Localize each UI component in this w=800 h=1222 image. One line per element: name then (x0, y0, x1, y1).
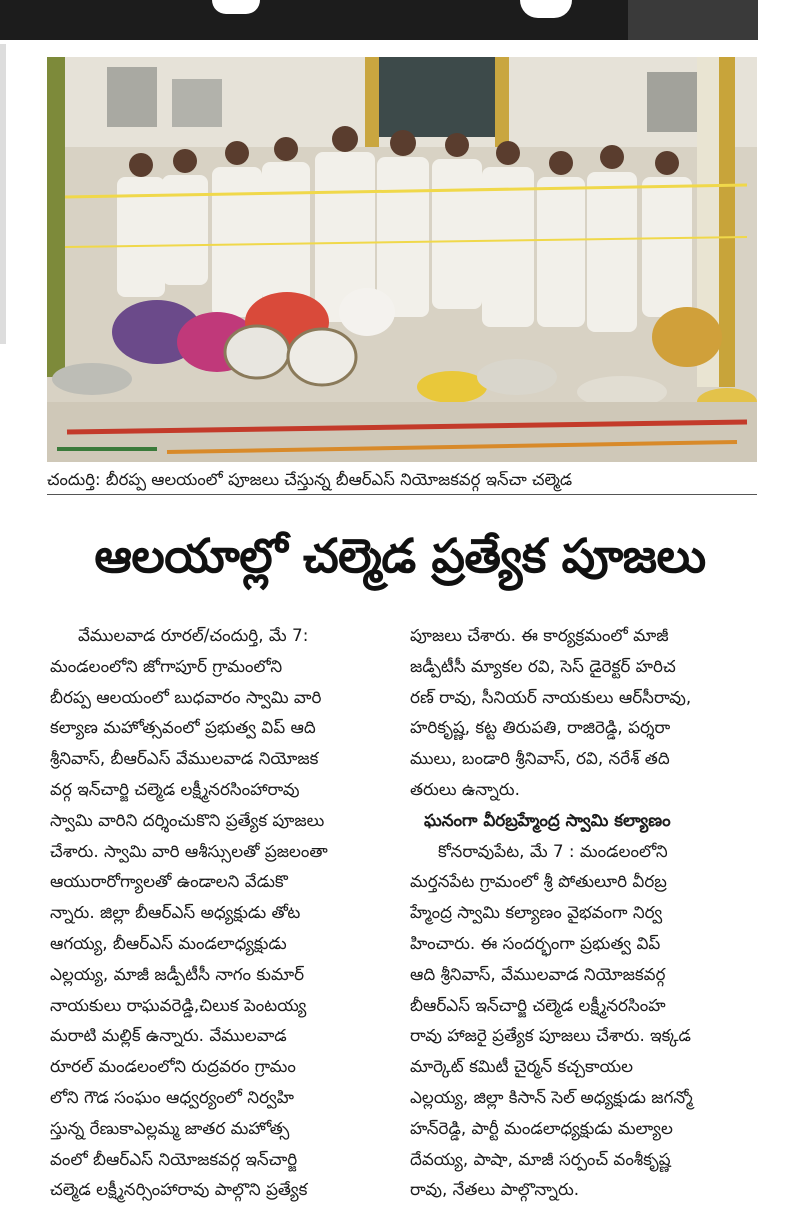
body-line: దేవయ్య, పాషా, మాజీ సర్పంచ్ వంశీకృష్ణ (410, 1148, 671, 1169)
body-line: మార్కెట్ కమిటీ చైర్మన్ కచ్చకాయల (410, 1056, 634, 1077)
masthead-grey-band (628, 0, 758, 40)
body-line: చల్మెడ లక్ష్మీనర్సింహారావు పాల్గొని ప్రత్యేక (50, 1179, 308, 1200)
body-line: కోనరావుపేట, మే 7 : మండలంలోని (438, 840, 668, 861)
sub-headline: ఘనంగా వీరబ్రహ్మేంద్ర స్వామి కల్యాణం (424, 809, 671, 830)
body-line: హరికృష్ణ, కట్ట తిరుపతి, రాజిరెడ్డి, పర్శరా (410, 717, 671, 738)
body-line: శ్రీనివాస్, బీఆర్ఎస్ వేములవాడ నియోజక (50, 748, 319, 769)
body-line: ఆది శ్రీనివాస్, వేములవాడ నియోజకవర్గ (410, 963, 666, 984)
photo-caption: చందుర్తి: బీరప్ప ఆలయంలో పూజలు చేస్తున్న బీఆర్ఎస్ నియోజకవర్గ ఇన్‌చా చల్మెడ (47, 466, 757, 495)
body-line: ఆగయ్య, బీఆర్ఎస్ మండలాధ్యక్షుడు (50, 932, 287, 953)
body-line: రూరల్ మండలంలోని రుద్రవరం గ్రామం (50, 1056, 296, 1077)
body-line: న్నారు. జిల్లా బీఆర్ఎస్ అధ్యక్షుడు తోట (50, 902, 301, 923)
margin-strip (0, 44, 6, 344)
body-line: మరాటి మల్లిక్ ఉన్నారు. వేములవాడ (50, 1025, 287, 1046)
body-line: మర్తనపేట గ్రామంలో శ్రీ పోతులూరి వీరబ్ర (410, 871, 667, 892)
body-line: రావు హాజరై ప్రత్యేక పూజలు చేశారు. ఇక్కడ (410, 1025, 691, 1046)
article-headline: ఆలయాల్లో చల్మెడ ప్రత్యేక పూజలు (94, 529, 706, 584)
body-line: హించారు. ఈ సందర్భంగా ప్రభుత్వ విప్ (410, 932, 661, 953)
body-line: జడ్పీటీసీ మ్యాకల రవి, సెస్ డైరెక్టర్ హరిచ (410, 655, 676, 676)
news-photo (47, 57, 757, 462)
article-column-left (50, 620, 398, 1205)
body-line: తరులు ఉన్నారు. (410, 778, 520, 799)
body-line: నాయకులు రాఘవరెడ్డి,చిలుక పెంటయ్య (50, 994, 307, 1015)
body-line: ఎల్లయ్య, జిల్లా కిసాన్ సెల్ అధ్యక్షుడు జగన్మో (410, 1086, 693, 1107)
body-line: చేశారు. స్వామి వారి ఆశీస్సులతో ప్రజలంతా (50, 840, 328, 861)
masthead-glyph-fragment (212, 0, 260, 14)
body-line: వేములవాడ రూరల్/చందుర్తి, మే 7: (78, 625, 309, 645)
body-line: వంలో బీఆర్ఎస్ నియోజకవర్గ ఇన్‌చార్జి (50, 1148, 298, 1169)
body-line: కల్యాణ మహోత్సవంలో ప్రభుత్వ విప్ ఆది (50, 717, 316, 738)
body-line: ఎల్లయ్య, మాజీ జడ్పీటీసీ నాగం కుమార్ (50, 963, 305, 984)
body-line: ఆయురారోగ్యాలతో ఉండాలని వేడుకొ (50, 871, 288, 892)
body-line: మండలంలోని జోగాపూర్ గ్రామంలోని (50, 655, 283, 676)
body-line: రావు, నేతలు పాల్గొన్నారు. (410, 1179, 580, 1200)
body-line: హన్‌రెడ్డి, పార్టీ మండలాధ్యక్షుడు మల్యాల (410, 1117, 673, 1138)
masthead-banner (0, 0, 800, 40)
body-line: బీరప్ప ఆలయంలో బుధవారం స్వామి వారి (50, 686, 322, 707)
body-line: బీఆర్ఎస్ ఇన్‌చార్జి చల్మెడ లక్ష్మీనరసింహ (410, 994, 666, 1015)
body-line: స్తున్న రేణుకాఎల్లమ్మ జాతర మహోత్స (50, 1117, 290, 1138)
body-line: హ్మేంద్ర స్వామి కల్యాణం వైభవంగా నిర్వ (410, 902, 663, 923)
article-column-right (410, 620, 758, 1205)
body-line: పూజలు చేశారు. ఈ కార్యక్రమంలో మాజీ (410, 625, 669, 645)
body-line: వర్గ ఇన్‌చార్జి చల్మెడ లక్ష్మీనరసింహారావు (50, 778, 300, 799)
body-line: లోని గౌడ సంఘం ఆధ్వర్యంలో నిర్వహి (50, 1086, 294, 1107)
body-line: రణ్ రావు, సీనియర్ నాయకులు ఆర్‌సీరావు, (410, 686, 692, 707)
body-line: ములు, బండారి శ్రీనివాస్, రవి, నరేశ్ తది (410, 748, 670, 769)
body-line: స్వామి వారిని దర్శించుకొని ప్రత్యేక పూజలు (50, 809, 325, 830)
